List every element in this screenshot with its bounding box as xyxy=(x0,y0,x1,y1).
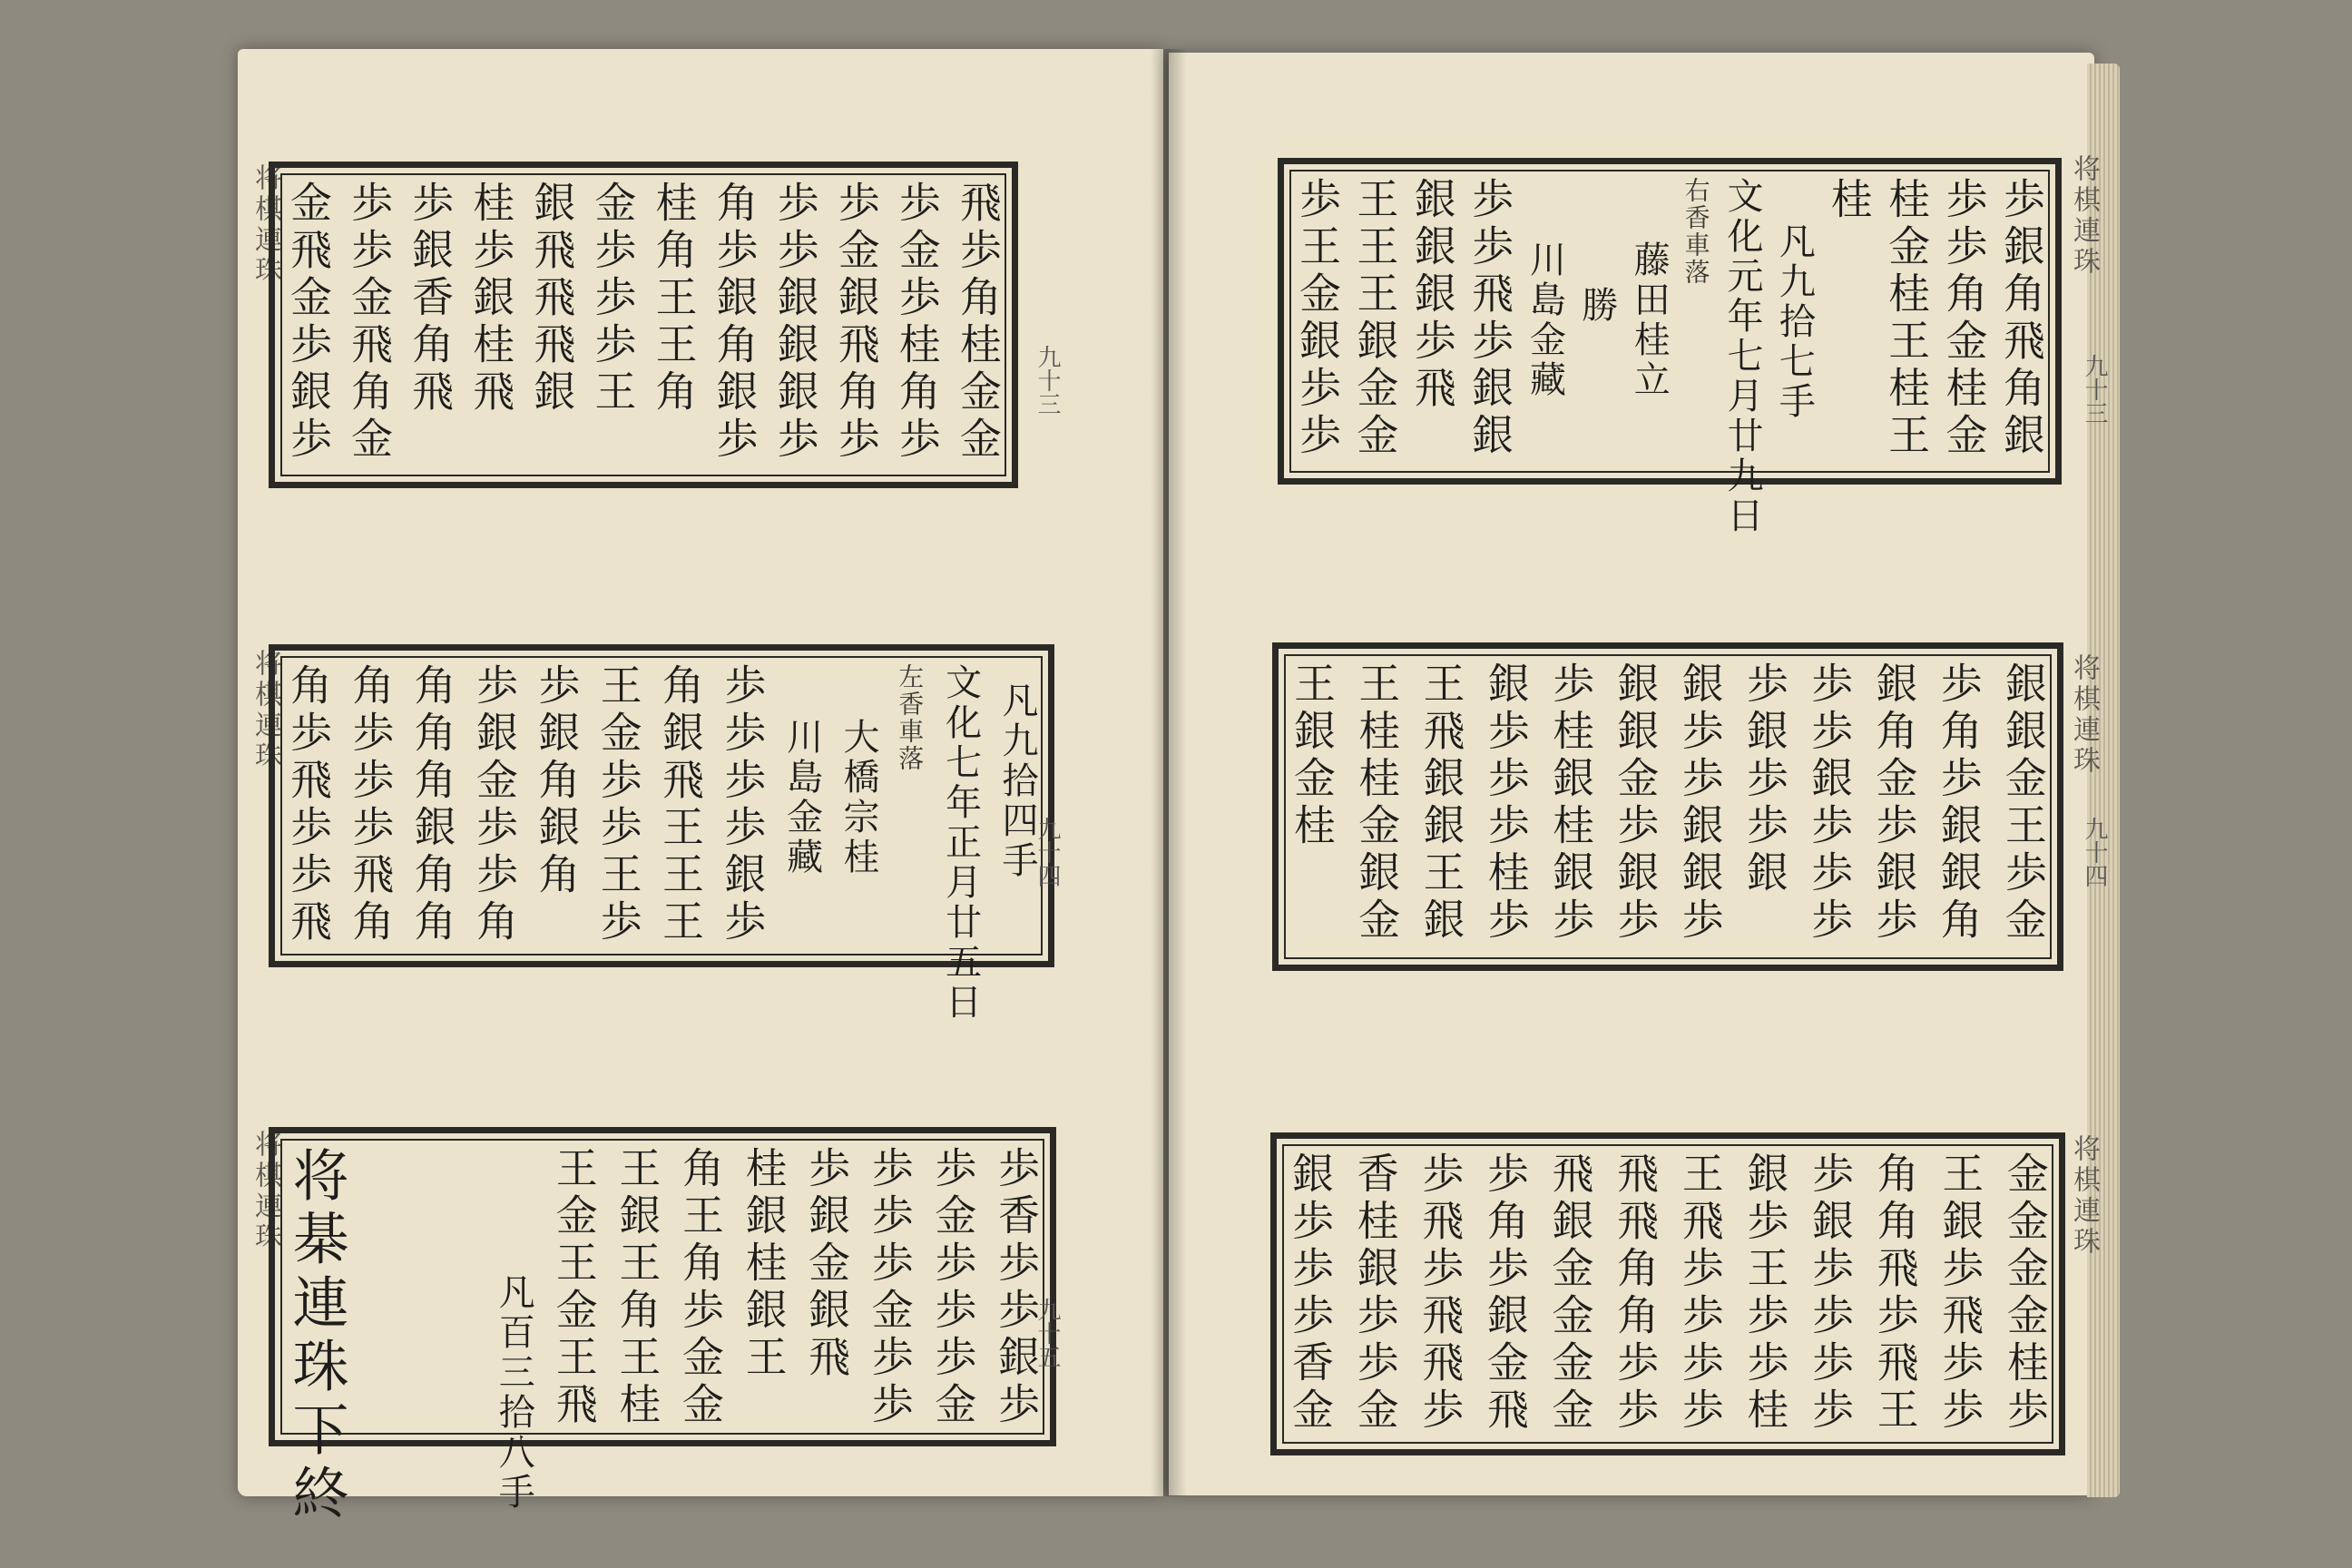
right-top-player1: 藤田桂立 xyxy=(1628,240,1671,400)
right-mid-col-5: 歩銀歩歩銀 xyxy=(1740,662,1789,897)
left-mid-col-5: 歩銀金歩歩角 xyxy=(469,663,519,946)
right-leaf-number-1: 九十三 xyxy=(2081,354,2108,425)
right-top-block xyxy=(1278,158,2062,536)
left-top-col-5: 角歩銀角銀歩 xyxy=(710,181,760,464)
right-mid-block xyxy=(1272,642,2063,971)
right-top-date: 文化元年七月廿九日 xyxy=(1721,177,1763,536)
right-bottom-block xyxy=(1270,1132,2065,1455)
right-bottom-col-7: 飛飛角角歩歩 xyxy=(1611,1152,1661,1435)
left-margin-label-1: 将棋連珠 xyxy=(250,163,281,287)
right-margin-label-1: 将棋連珠 xyxy=(2068,154,2100,278)
right-top-col-8: 歩王金銀歩歩 xyxy=(1293,177,1342,460)
right-bottom-col-4: 歩銀歩歩歩歩 xyxy=(1806,1152,1855,1435)
left-mid-date: 文化七年正月廿五日 xyxy=(939,663,982,1023)
right-top-result: 勝 xyxy=(1575,286,1618,326)
right-margin-label-2: 将棋連珠 xyxy=(2068,653,2100,777)
right-bottom-col-5: 銀歩王歩歩桂 xyxy=(1740,1152,1790,1435)
right-margin-label-3: 将棋連珠 xyxy=(2068,1134,2100,1258)
right-mid-col-7: 銀銀金歩銀歩 xyxy=(1611,662,1661,945)
left-bottom-col-3: 歩歩歩金歩歩 xyxy=(865,1146,915,1429)
left-bottom-col-2: 歩金歩歩歩金 xyxy=(928,1146,978,1429)
left-top-col-3: 歩金銀飛角歩 xyxy=(831,181,881,464)
right-bottom-col-2: 王銀歩飛歩歩 xyxy=(1936,1152,1985,1435)
left-bottom-col-7: 王銀王角王桂 xyxy=(612,1146,662,1429)
right-mid-col-6: 銀歩歩銀銀歩 xyxy=(1675,662,1725,945)
left-mid-col-6: 角角角銀角角 xyxy=(407,663,457,946)
left-top-col-1: 飛歩角桂金金 xyxy=(953,181,1003,464)
right-bottom-col-8: 飛銀金金金金 xyxy=(1545,1152,1595,1435)
right-top-col-3: 桂金桂王桂王 xyxy=(1882,177,1932,460)
left-bottom-col-6: 角王角歩金金 xyxy=(675,1146,725,1429)
right-mid-col-12: 王銀金桂 xyxy=(1288,662,1337,850)
right-bottom-col-6: 王飛歩歩歩歩 xyxy=(1675,1152,1725,1435)
right-bottom-col-9: 歩角歩銀金飛 xyxy=(1480,1152,1530,1435)
right-bottom-col-1: 金金金金桂歩 xyxy=(2000,1152,2050,1435)
left-top-col-6: 桂角王王角 xyxy=(649,181,699,416)
left-mid-block xyxy=(269,644,1054,1023)
right-mid-col-2: 歩角歩銀銀角 xyxy=(1934,662,1984,945)
left-margin-label-3: 将棋連珠 xyxy=(250,1130,281,1253)
right-leaf-number-2: 九十四 xyxy=(2081,817,2108,887)
left-top-col-8: 銀飛飛飛銀 xyxy=(527,181,577,416)
left-top-col-12: 金飛金歩銀歩 xyxy=(284,181,333,464)
right-top-title: 凡九拾七手 xyxy=(1773,222,1816,422)
right-top-col-2: 歩歩角金桂金 xyxy=(1939,177,1989,460)
left-top-block xyxy=(269,162,1018,488)
right-bottom-col-11: 香桂銀歩歩金 xyxy=(1350,1152,1400,1435)
right-top-col-4: 桂 xyxy=(1824,177,1874,224)
right-top-player2: 川島金藏 xyxy=(1524,240,1566,400)
left-bottom-col-8: 王金王金王飛 xyxy=(549,1146,599,1429)
left-bottom-block xyxy=(269,1127,1056,1527)
left-top-col-10: 歩銀香角飛 xyxy=(406,181,456,416)
right-bottom-col-10: 歩飛歩飛飛歩 xyxy=(1416,1152,1465,1435)
left-mid-col-7: 角歩歩歩飛角 xyxy=(346,663,396,946)
right-top-col-1: 歩銀角飛角銀 xyxy=(1996,177,2046,460)
left-bottom-col-4: 歩銀金銀飛 xyxy=(802,1146,852,1382)
left-mid-title: 凡九拾四手 xyxy=(995,681,1038,881)
left-mid-col-4: 歩銀角銀角 xyxy=(532,663,582,899)
book-gutter xyxy=(1151,49,1187,1496)
left-top-col-11: 歩歩金飛角金 xyxy=(345,181,395,464)
right-top-school: 右香車落 xyxy=(1681,177,1711,286)
left-bottom-col-5: 桂銀桂銀王 xyxy=(739,1146,789,1382)
left-bottom-title: 凡百三拾八手 xyxy=(493,1273,535,1513)
right-top-col-5: 歩歩飛歩銀銀 xyxy=(1465,177,1515,460)
closing-title: 将棊連珠下終 xyxy=(283,1146,349,1527)
right-mid-col-10: 王飛銀銀王銀 xyxy=(1416,662,1466,945)
left-mid-col-8: 角歩飛歩歩飛 xyxy=(284,663,333,946)
left-top-col-4: 歩歩銀銀銀歩 xyxy=(770,181,820,464)
left-top-col-9: 桂歩銀桂飛 xyxy=(466,181,516,416)
left-margin-label-2: 将棋連珠 xyxy=(250,649,281,772)
right-mid-col-9: 銀歩歩歩桂歩 xyxy=(1481,662,1531,945)
left-mid-col-2: 角銀飛王王王 xyxy=(655,663,705,946)
left-mid-player2: 川島金藏 xyxy=(780,718,823,877)
left-mid-school: 左香車落 xyxy=(895,663,926,772)
page-edges xyxy=(2087,64,2120,1497)
left-bottom-col-1: 歩香歩歩銀歩 xyxy=(991,1146,1041,1429)
right-bottom-col-3: 角角飛歩飛王 xyxy=(1870,1152,1920,1435)
right-mid-col-11: 王桂桂金銀金 xyxy=(1352,662,1402,945)
right-mid-col-3: 銀角金歩銀歩 xyxy=(1869,662,1919,945)
left-mid-col-3: 王金歩歩王歩 xyxy=(593,663,643,946)
left-top-col-2: 歩金歩桂角歩 xyxy=(892,181,942,464)
left-leaf-number-2: 九十四 xyxy=(1034,817,1061,887)
left-top-col-7: 金歩歩歩王 xyxy=(588,181,638,416)
right-mid-col-1: 銀銀金王歩金 xyxy=(1998,662,2048,945)
right-bottom-col-12: 銀歩歩歩香金 xyxy=(1286,1152,1335,1435)
right-mid-col-4: 歩歩銀歩歩歩 xyxy=(1805,662,1855,945)
left-leaf-number-3: 九十五 xyxy=(1034,1298,1061,1368)
left-leaf-number-1: 九十三 xyxy=(1034,345,1061,416)
right-top-col-6: 銀銀銀歩飛 xyxy=(1407,177,1457,413)
left-mid-player1: 大橋宗桂 xyxy=(837,718,879,877)
left-mid-col-1: 歩歩歩歩銀歩 xyxy=(718,663,768,946)
right-mid-col-8: 歩桂銀桂銀歩 xyxy=(1546,662,1596,945)
right-top-col-7: 王王王銀金金 xyxy=(1350,177,1400,460)
